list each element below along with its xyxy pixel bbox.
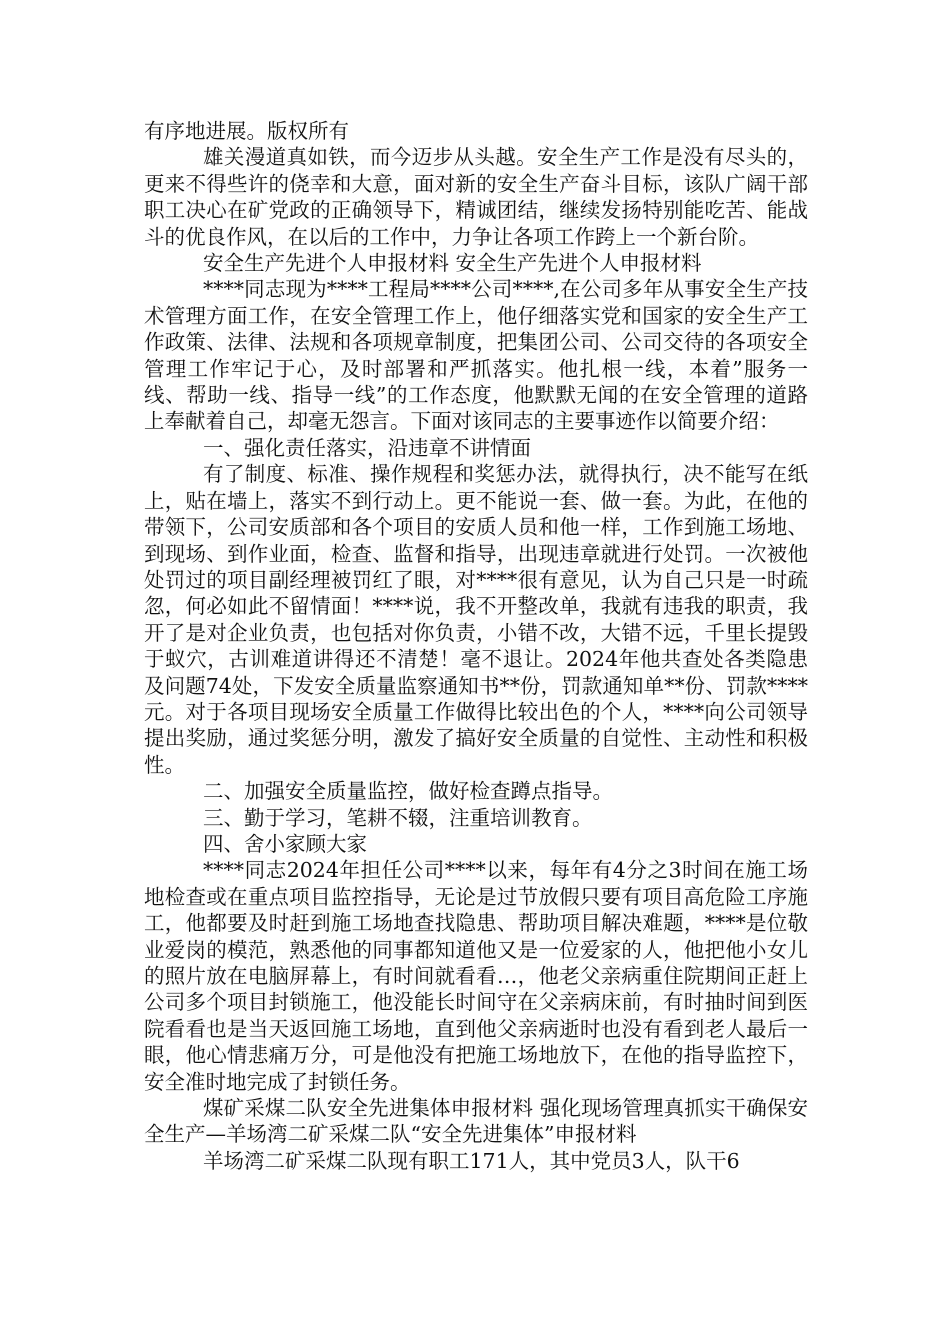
paragraph-2: 雄关漫道真如铁，而今迈步从头越。安全生产工作是没有尽头的，更来不得些许的侥幸和大意，面对新的安全生产奋斗目标，该队广阔干部职工决心在矿党政的正确领导下，精诚团结，继续发扬特别能吃苦、能战斗的优良作风，在以后的工作中，力争让各项工作跨上一个新台阶。 bbox=[144, 145, 808, 249]
section-title-collective: 煤矿采煤二队安全先进集体申报材料 强化现场管理真抓实干确保安全生产—羊场湾二矿采煤二队“安全先进集体”申报材料 bbox=[144, 1096, 808, 1147]
heading-one: 一、强化责任落实，沿违章不讲情面 bbox=[203, 435, 531, 460]
document-body bbox=[144, 118, 808, 1174]
paragraph-team: 羊场湾二矿采煤二队现有职工171人，其中党员3人，队干6 bbox=[203, 1148, 740, 1173]
paragraph-responsibility: 有了制度、标准、操作规程和奖惩办法，就得执行，决不能写在纸上，贴在墙上，落实不到行动上。更不能说一套、做一套。为此，在他的带领下，公司安质部和各个项目的安质人员和他一样，工作到施工场地、到现场、到作业面，检查、监督和指导，出现违章就进行处罚。一次被他处罚过的项目副经理被罚红了眼，对****很有意见，认为自己只是一时疏忽，何必如此不留情面！****说，我不开整改单，我就有违我的职责，我开了是对企业负责，也包括对你负责，小错不改，大错不远，千里长提毁于蚁穴，古训难道讲得还不清楚！毫不退让。2024年他共查处各类隐患及问题74处，下发安全质量监察通知书**份，罚款通知单**份、罚款****元。对于各项目现场安全质量工作做得比较出色的个人，****向公司领导提出奖励，通过奖惩分明，激发了搞好安全质量的自觉性、主动性和积极性。 bbox=[144, 462, 808, 777]
heading-three: 三、勤于学习，笔耕不辍，注重培训教育。 bbox=[203, 805, 593, 830]
heading-four: 四、舍小家顾大家 bbox=[203, 831, 367, 856]
paragraph-1: 有序地进展。版权所有 bbox=[144, 119, 349, 143]
paragraph-intro: ****同志现为****工程局****公司****,在公司多年从事安全生产技术管理方面工作，在安全管理工作上，他仔细落实党和国家的安全生产工作政策、法律、法规和各项规章制度，把集团公司、公司交待的各项安全管理工作牢记于心，及时部署和严抓落实。他扎根一线，本着”服务一线、帮助一线、指导一线”的工作态度，他默默无闻的在安全管理的道路上奉献着自己，却毫无怨言。下面对该同志的主要事迹作以简要介绍： bbox=[144, 277, 808, 434]
heading-two: 二、加强安全质量监控，做好检查蹲点指导。 bbox=[203, 779, 613, 804]
paragraph-family: ****同志2024年担任公司****以来，每年有4分之3时间在施工场地检查或在重点项目监控指导，无论是过节放假只要有项目高危险工序施工，他都要及时赶到施工场地查找隐患、帮助项目解决难题，****是位敬业爱岗的模范，熟悉他的同事都知道他又是一位爱家的人，他把他小女儿的照片放在电脑屏幕上，有时间就看看…，他老父亲病重住院期间正赶上公司多个项目封锁施工，他没能长时间守在父亲病床前，有时抽时间到医院看看也是当天返回施工场地，直到他父亲病逝时也没有看到老人最后一眼，他心情悲痛万分，可是他没有把施工场地放下，在他的指导监控下，安全准时地完成了封锁任务。 bbox=[144, 858, 808, 1094]
section-title-individual: 安全生产先进个人申报材料 安全生产先进个人申报材料 bbox=[203, 251, 702, 276]
